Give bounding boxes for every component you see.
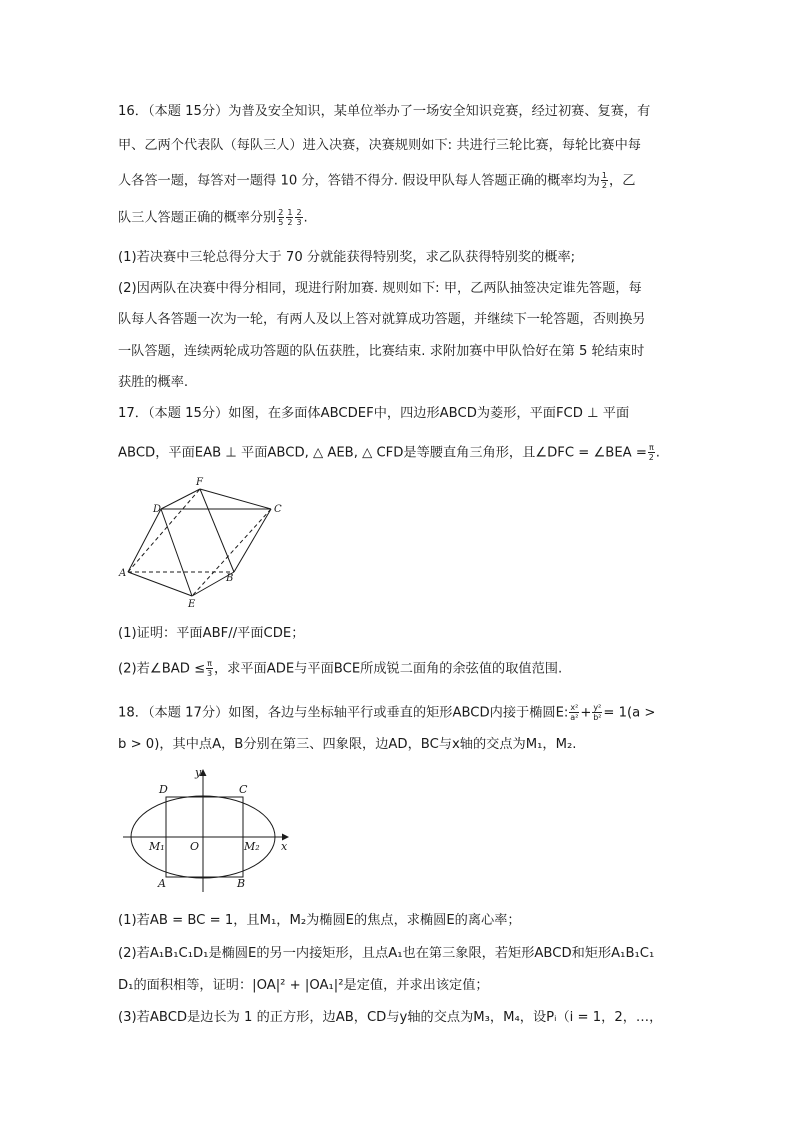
- label-A: A: [119, 568, 127, 579]
- plus-sign: +: [580, 705, 592, 721]
- fraction-pi-2: $\frac{\pi}{2}$: [648, 443, 654, 462]
- ellipse-figure: [118, 764, 298, 894]
- label-A: A: [158, 877, 166, 890]
- q16-line-4-text: 队三人答题正确的概率分别: [118, 210, 277, 226]
- q16-line-2: 甲、乙两个代表队（每队三人）进入决赛，决赛规则如下: 共进行三轮比赛，每轮比赛中每: [118, 138, 641, 153]
- polyhedron-figure: [116, 474, 286, 614]
- label-E: E: [188, 599, 196, 610]
- q16-part-2-line-3: 一队答题，连续两轮成功答题的队伍获胜，比赛结束. 求附加赛中甲队恰好在第 5 轮结束时: [118, 344, 645, 359]
- q18-part-1: (1)若AB = BC = 1，且M₁，M₂为椭圆E的焦点，求椭圆E的离心率；: [118, 913, 521, 928]
- label-F: F: [196, 477, 203, 488]
- fraction-2-3: $\frac{2}{3}$: [296, 208, 302, 227]
- label-C: C: [239, 783, 248, 796]
- axis-y-label: y: [195, 766, 202, 779]
- label-M1: M₁: [149, 840, 165, 853]
- q16-line-1: 16．（本题 15分）为普及安全知识，某单位举办了一场安全知识竞赛，经过初赛、复赛，有: [118, 104, 651, 119]
- label-D: D: [159, 783, 168, 796]
- q16-part-2-line-2: 队每人各答题一次为一轮，有两人及以上答对就算成功答题，并继续下一轮答题，否则换另: [118, 312, 646, 327]
- q18-line-1: [118, 703, 688, 723]
- label-B: B: [237, 877, 246, 890]
- label-M2: M₂: [244, 840, 260, 853]
- label-C: C: [274, 504, 282, 515]
- q17-part-1: (1)证明：平面ABF//平面CDE；: [118, 626, 305, 641]
- fraction-half: $\frac{1}{2}$: [601, 171, 608, 190]
- q16-line-4: 队三人答题正确的概率分别 $\frac{2}{5}$ $\frac{1}{2}$ $\frac{2}{3}$ .: [118, 208, 308, 227]
- q18-part-2-line-2: D₁的面积相等，证明：|OA|² + |OA₁|²是定值，并求出该定值；: [118, 978, 489, 993]
- q16-line-3-tail: ，乙: [609, 173, 636, 189]
- fraction-pi-3: $\frac{\pi}{3}$: [207, 659, 213, 678]
- fraction-y2-b2: $\frac{\text{y²}}{\text{b²}}$: [593, 703, 602, 722]
- q17-part-2: [118, 659, 688, 679]
- q18-part-3: (3)若ABCD是边长为 1 的正方形，边AB，CD与y轴的交点为M₃，M₄，设Pᵢ（i = 1，2，…，: [118, 1010, 663, 1025]
- q18-line-1-text: 18．（本题 17分）如图，各边与坐标轴平行或垂直的矩形ABCD内接于椭圆E:: [118, 705, 569, 721]
- q17-line-2: ABCD，平面EAB ⊥ 平面ABCD, △ AEB, △ CFD是等腰直角三角形，且∠DFC = ∠BEA = $\frac{\pi}{2}$ .: [118, 443, 660, 462]
- q16-part-2-line-4: 获胜的概率.: [118, 375, 189, 390]
- q18-part-2-line-1: (2)若A₁B₁C₁D₁是椭圆E的另一内接矩形，且点A₁也在第三象限，若矩形ABCD和矩形A₁B₁C₁: [118, 946, 655, 961]
- q17-line-1: 17．（本题 15分）如图，在多面体ABCDEF中，四边形ABCD为菱形，平面FCD ⊥ 平面: [118, 406, 630, 421]
- q17-line-2-text: ABCD，平面EAB ⊥ 平面ABCD, △ AEB, △ CFD是等腰直角三角形，且∠DFC = ∠BEA =: [118, 445, 647, 461]
- q17-part-2-text: (2)若∠BAD ≤: [118, 661, 206, 677]
- axis-x-label: x: [281, 840, 288, 853]
- q16-part-2-line-1: (2)因两队在决赛中得分相同，现进行附加赛. 规则如下: 甲，乙两队抽签决定谁先答题，每: [118, 281, 642, 296]
- label-B: B: [226, 573, 234, 584]
- q18-line-2: b > 0)，其中点A，B分别在第三、四象限，边AD，BC与x轴的交点为M₁，M₂.: [118, 737, 577, 752]
- q17-part-2-tail: ，求平面ADE与平面BCE所成锐二面角的余弦值的取值范围.: [213, 661, 563, 677]
- fraction-2-5: $\frac{2}{5}$: [278, 208, 284, 227]
- fraction-x2-a2: $\frac{\text{x²}}{\text{a²}}$: [570, 703, 579, 722]
- origin-label: O: [190, 840, 200, 853]
- q16-part-1: (1)若决赛中三轮总得分大于 70 分就能获得特别奖，求乙队获得特别奖的概率;: [118, 250, 576, 265]
- q16-line-3: [118, 171, 688, 191]
- q18-line-1-tail: = 1(a >: [603, 705, 656, 721]
- label-D: D: [153, 504, 162, 515]
- fraction-1-2: $\frac{1}{2}$: [287, 208, 293, 227]
- q16-line-3-text: 人各答一题，每答对一题得 10 分，答错不得分. 假设甲队每人答题正确的概率均为: [118, 173, 600, 189]
